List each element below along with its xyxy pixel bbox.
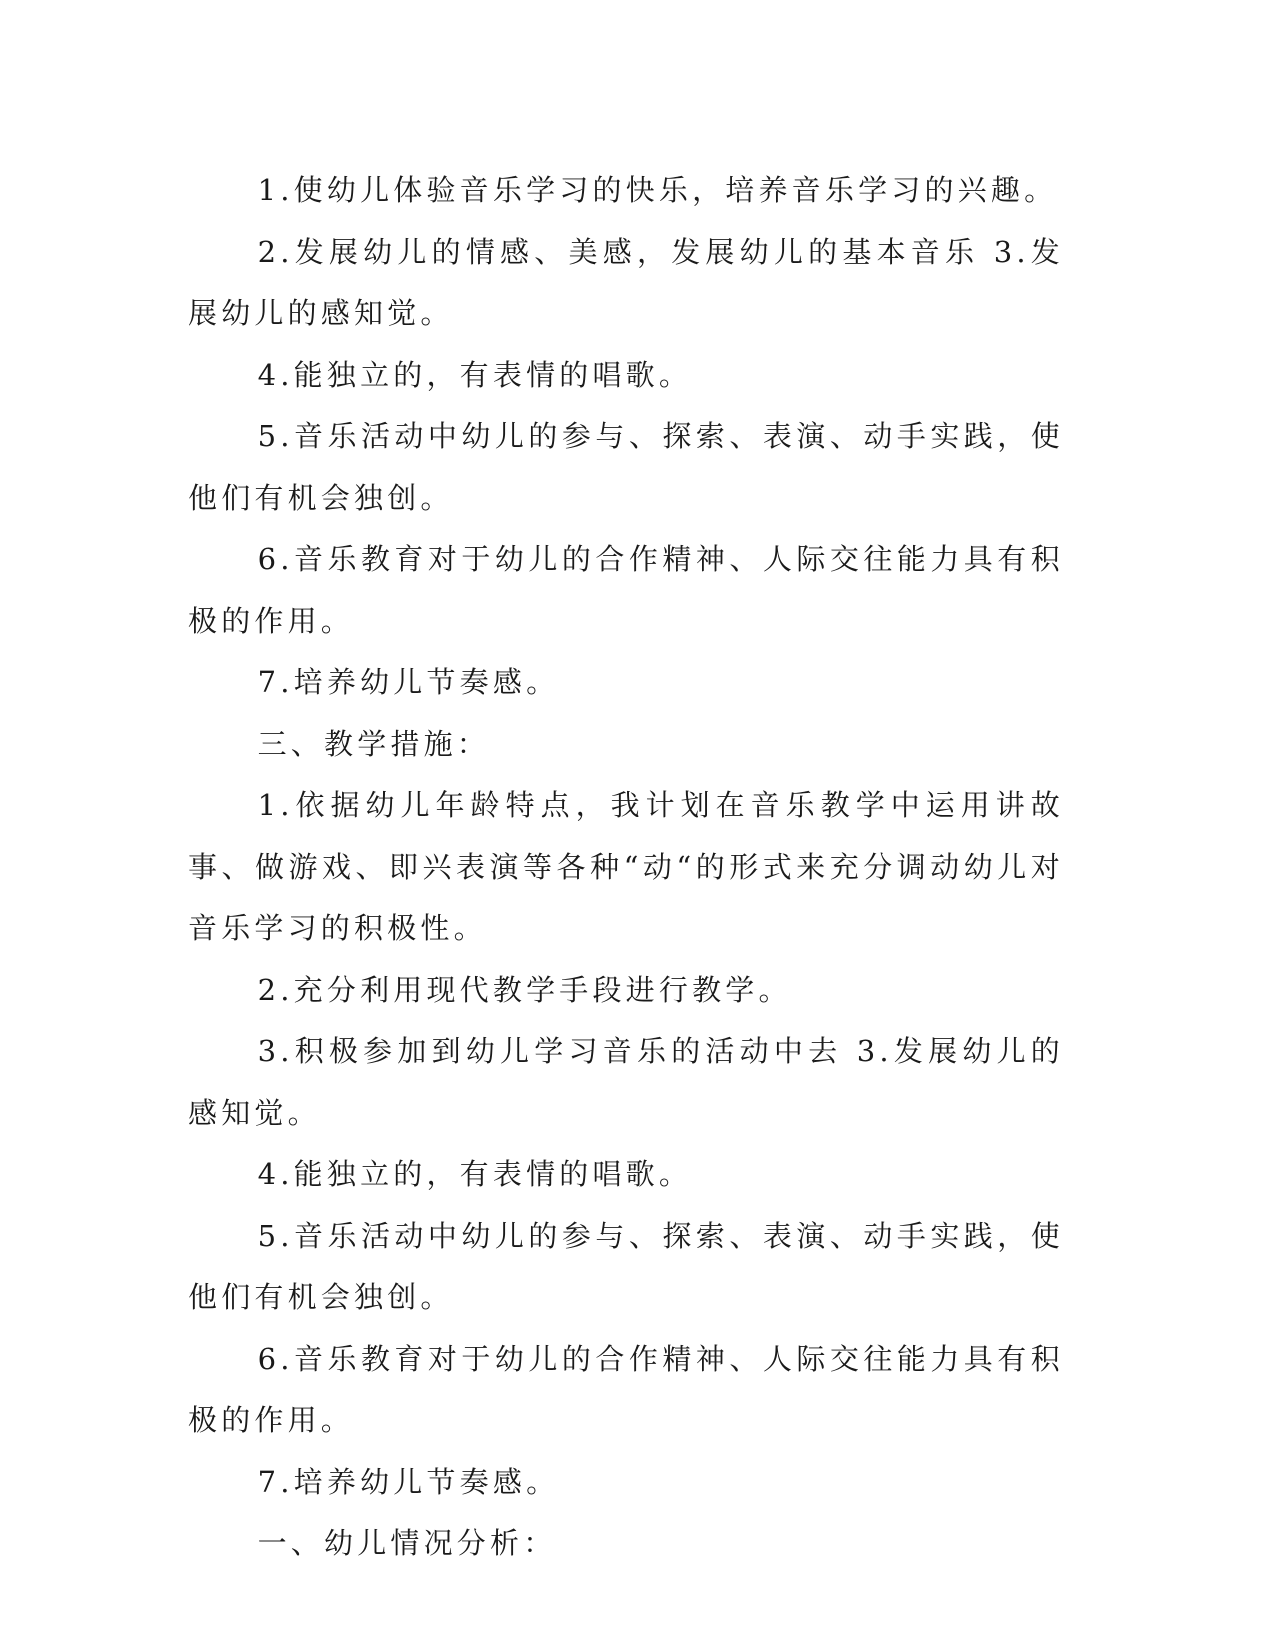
paragraph: 2.发展幼儿的情感、美感，发展幼儿的基本音乐 3.发展幼儿的感知觉。 xyxy=(188,234,1064,330)
paragraph: 4.能独立的，有表情的唱歌。 xyxy=(257,357,693,392)
paragraph: 7.培养幼儿节奏感。 xyxy=(257,665,560,699)
paragraph: 3.积极参加到幼儿学习音乐的活动中去 3.发展幼儿的感知觉。 xyxy=(188,1034,1064,1130)
paragraph: 6.音乐教育对于幼儿的合作精神、人际交往能力具有积极的作用。 xyxy=(188,542,1064,638)
paragraph: 2.充分利用现代教学手段进行教学。 xyxy=(257,972,792,1007)
paragraph: 4.能独立的，有表情的唱歌。 xyxy=(257,1157,693,1191)
paragraph: 7.培养幼儿节奏感。 xyxy=(257,1464,560,1499)
paragraph: 5.音乐活动中幼儿的参与、探索、表演、动手实践，使他们有机会独创。 xyxy=(188,1218,1064,1314)
paragraph: 1.依据幼儿年龄特点，我计划在音乐教学中运用讲故事、做游戏、即兴表演等各种“动“的形式来充分调动幼儿对音乐学习的积极性。 xyxy=(188,788,1064,945)
section-heading: 三、教学措施： xyxy=(257,726,490,761)
section-heading: 一、幼儿情况分析： xyxy=(257,1526,557,1560)
paragraph: 5.音乐活动中幼儿的参与、探索、表演、动手实践，使他们有机会独创。 xyxy=(188,419,1064,515)
paragraph: 1.使幼儿体验音乐学习的快乐，培养音乐学习的兴趣。 xyxy=(257,173,1058,207)
document-body xyxy=(188,160,1064,1575)
paragraph: 6.音乐教育对于幼儿的合作精神、人际交往能力具有积极的作用。 xyxy=(188,1341,1064,1437)
